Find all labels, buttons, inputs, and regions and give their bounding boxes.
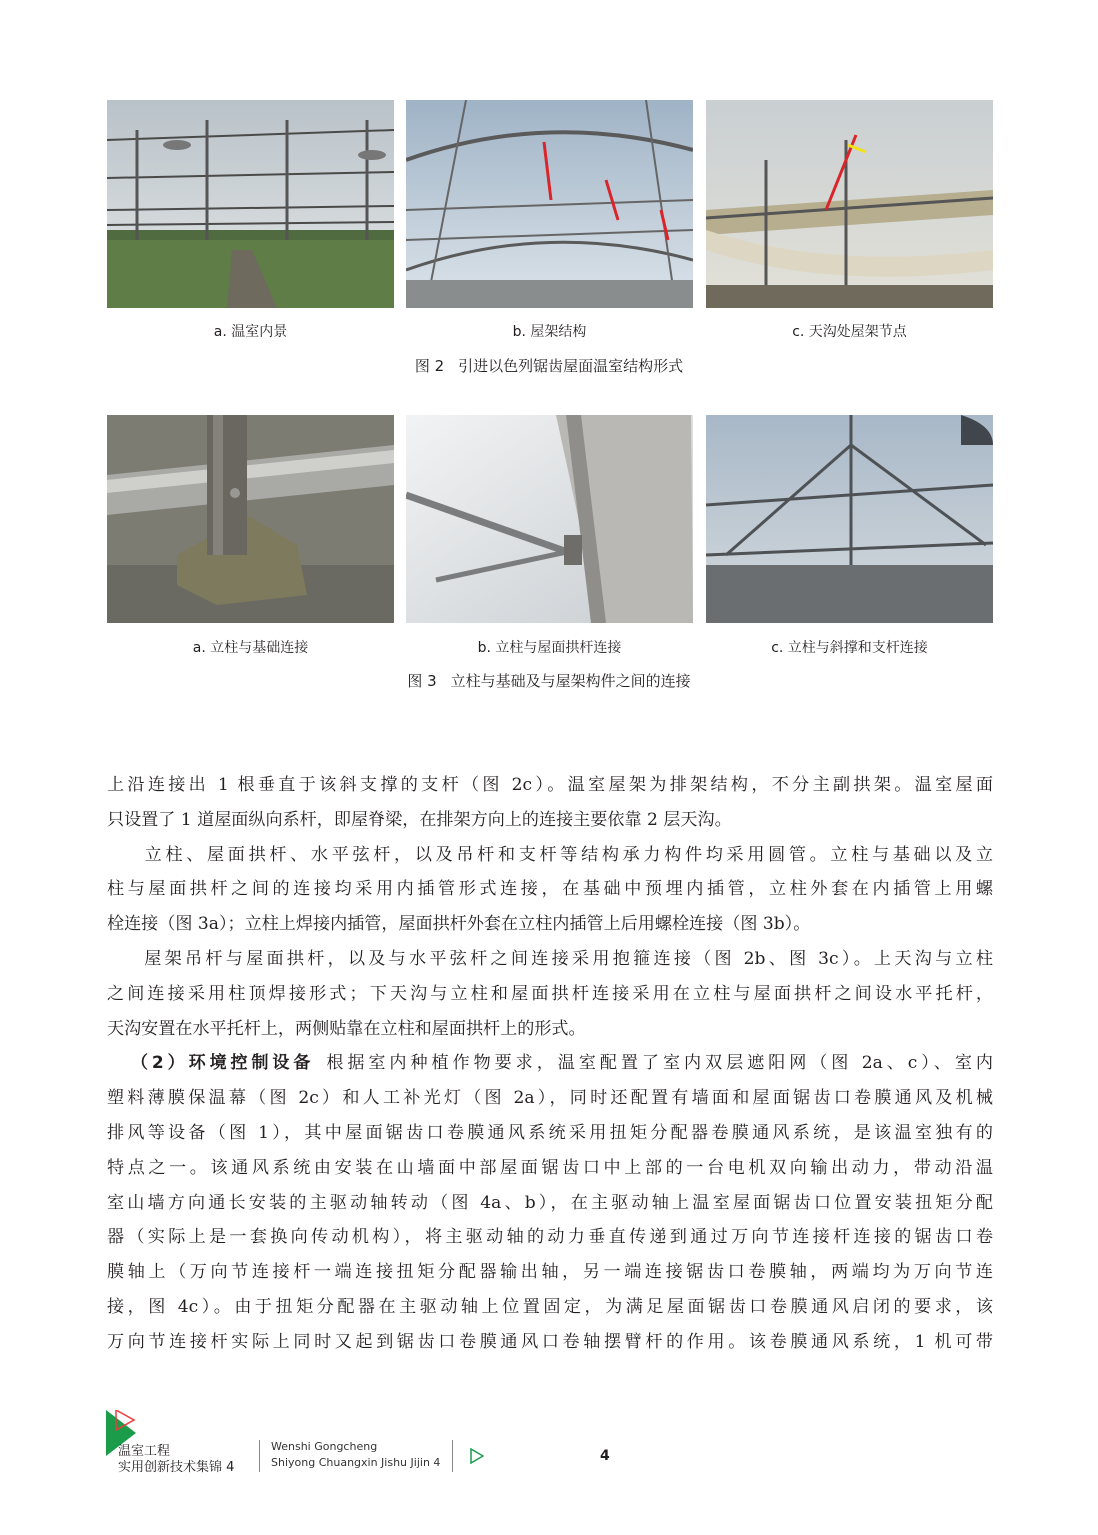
paragraph-line: 排风等设备（图 1），其中屋面锯齿口卷膜通风系统采用扭矩分配器卷膜通风系统，是该温室独有的 [107, 1122, 993, 1143]
figure-3-caption [0, 671, 1098, 691]
figure-3-title: 立柱与基础及与屋架构件之间的连接 [450, 672, 691, 690]
magazine-subtitle-pinyin: Shiyong Chuangxin Jishu Jijin 4 [271, 1456, 441, 1469]
footer-divider [452, 1440, 453, 1472]
play-triangle-icon [470, 1448, 484, 1464]
paragraph-line: 栓连接（图 3a）；立柱上焊接内插管，屋面拱杆外套在立柱内插管上后用螺栓连接（图 3b）。 [107, 914, 811, 935]
figure-3a-caption: a. 立柱与基础连接 [192, 640, 309, 656]
figure-3-number: 图 3 [407, 672, 437, 690]
paragraph-line: 天沟安置在水平托杆上，两侧贴靠在立柱和屋面拱杆上的形式。 [107, 1018, 586, 1039]
page-footer [0, 1410, 1098, 1480]
paragraph-line: （2）环境控制设备 根据室内种植作物要求，温室配置了室内双层遮阳网（图 2a、c）、室内 [127, 1053, 993, 1074]
section-heading: （2）环境控制设备 [127, 1053, 315, 1074]
figure-2b-caption: b. 屋架结构 [512, 324, 587, 340]
photo-column-arch-connection [406, 415, 693, 623]
paragraph-line: 万向节连接杆实际上同时又起到锯齿口卷膜通风口卷轴摆臂杆的作用。该卷膜通风系统，1 机可带 [107, 1331, 993, 1352]
figure-2-number: 图 2 [414, 357, 445, 375]
figure-2-title: 引进以色列锯齿屋面温室结构形式 [458, 357, 684, 375]
figure-3-images [107, 415, 993, 623]
photo-greenhouse-interior [107, 100, 394, 308]
figure-2-caption [0, 356, 1098, 376]
paragraph-line: 柱与屋面拱杆之间的连接均采用内插管形式连接，在基础中预埋内插管，立柱外套在内插管上用螺 [107, 879, 993, 900]
magazine-title: 温室工程 [118, 1444, 171, 1459]
paragraph-line: 只设置了 1 道屋面纵向系杆，即屋脊梁，在排架方向上的连接主要依靠 2 层天沟。 [107, 809, 732, 830]
footer-divider [259, 1440, 260, 1472]
paragraph-line: 接，图 4c）。由于扭矩分配器在主驱动轴上位置固定，为满足屋面锯齿口卷膜通风启闭的要求，该 [107, 1296, 993, 1317]
paragraph-line: 之间连接采用柱顶焊接形式；下天沟与立柱和屋面拱杆连接采用在立柱与屋面拱杆之间设水平托杆， [107, 983, 993, 1004]
paragraph-line: 塑料薄膜保温幕（图 2c）和人工补光灯（图 2a），同时还配置有墙面和屋面锯齿口卷膜通风及机械 [107, 1088, 993, 1109]
photo-roof-structure [406, 100, 693, 308]
figure-2c-caption: c. 天沟处屋架节点 [792, 324, 907, 340]
figure-2a-caption: a. 温室内景 [213, 324, 288, 340]
photo-column-brace-strut [706, 415, 993, 623]
photo-column-foundation [107, 415, 394, 623]
paragraph-line: 器（实际上是一套换向传动机构），将主驱动轴的动力垂直传递到通过万向节连接杆连接的锯齿口卷 [107, 1227, 993, 1248]
body-text [107, 768, 993, 1360]
paragraph-line: 特点之一。该通风系统由安装在山墙面中部屋面锯齿口中上部的一台电机双向输出动力，带动沿温 [107, 1157, 993, 1178]
paragraph-line: 上沿连接出 1 根垂直于该斜支撑的支杆（图 2c）。温室屋架为排架结构，不分主副拱架。温室屋面 [107, 775, 993, 795]
paragraph-line: 膜轴上（万向节连接杆一端连接扭矩分配器输出轴，另一端连接锯齿口卷膜轴，两端均为万向节连 [107, 1262, 993, 1283]
paragraph-line: 室山墙方向通长安装的主驱动轴转动（图 4a、b），在主驱动轴上温室屋面锯齿口位置安装扭矩分配 [107, 1192, 993, 1213]
figure-3b-caption: b. 立柱与屋面拱杆连接 [477, 640, 622, 656]
paragraph-line: 立柱、屋面拱杆、水平弦杆，以及吊杆和支杆等结构承力构件均采用圆管。立柱与基础以及立 [141, 844, 993, 865]
figure-2-images [107, 100, 993, 308]
page-number: 4 [600, 1448, 610, 1464]
figure-3c-caption: c. 立柱与斜撑和支杆连接 [771, 640, 928, 656]
magazine-title-pinyin: Wenshi Gongcheng [271, 1440, 378, 1453]
magazine-subtitle: 实用创新技术集锦 4 [118, 1460, 235, 1475]
photo-gutter-truss-joint [706, 100, 993, 308]
paragraph-line: 屋架吊杆与屋面拱杆，以及与水平弦杆之间连接采用抱箍连接（图 2b、图 3c）。上天沟与立柱 [141, 948, 993, 969]
